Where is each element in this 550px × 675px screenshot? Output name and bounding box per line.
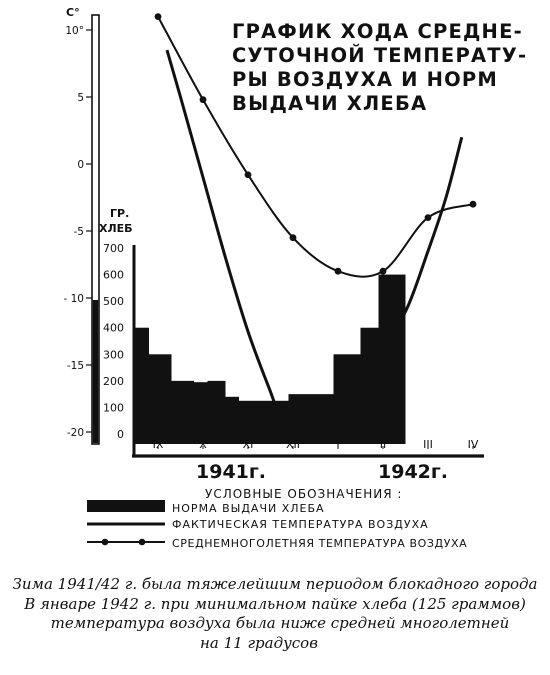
chart-title — [232, 20, 532, 116]
temperature-tick-label: 10° — [65, 25, 84, 37]
legend-swatch-bread — [87, 500, 165, 512]
month-label: IV — [467, 438, 479, 451]
legend — [87, 487, 467, 550]
bread-tick-label: 200 — [103, 374, 124, 388]
temperature-tick-label: -15 — [66, 360, 84, 372]
bread-ration-bar — [194, 382, 208, 444]
chart-title-line: ГРАФИК ХОДА СРЕДНЕ- — [232, 20, 523, 43]
temperature-tick-label: -20 — [66, 427, 84, 439]
year-label-1942: 1942г. — [378, 461, 449, 483]
bread-ration-bar — [361, 328, 379, 444]
normal-temperature-point — [425, 214, 432, 221]
month-label: IX — [152, 438, 164, 451]
bread-ration-bar — [172, 381, 195, 444]
bread-ration-bar — [136, 328, 150, 444]
temperature-tick-label: -5 — [73, 226, 84, 238]
normal-temperature-point — [335, 268, 342, 275]
normal-temperature-point — [155, 13, 162, 20]
caption-line: температура воздуха была ниже средней многолетней — [50, 614, 510, 632]
bread-tick-label: 500 — [103, 295, 124, 309]
bread-tick-label: 700 — [103, 242, 124, 256]
month-label: II — [379, 438, 387, 451]
temperature-tick-label: - 10 — [63, 293, 84, 305]
temperature-axis-unit: С° — [66, 6, 80, 19]
caption-line: В январе 1942 г. при минимальном пайке хлеба (125 граммов) — [24, 594, 526, 613]
temperature-axis — [64, 6, 100, 444]
normal-temperature-point — [200, 96, 207, 103]
month-label: I — [336, 438, 340, 451]
bread-ration-bar — [226, 397, 240, 444]
caption-line: на 11 градусов — [200, 633, 318, 652]
bread-ration-bar — [379, 275, 406, 444]
month-label: III — [423, 438, 433, 451]
bread-tick-label: 100 — [103, 401, 124, 415]
normal-temperature-point — [380, 268, 387, 275]
year-label-1941: 1941г. — [196, 461, 267, 483]
chart-title-line: СУТОЧНОЙ ТЕМПЕРАТУ- — [232, 44, 528, 67]
chart-title-line: РЫ ВОЗДУХА И НОРМ — [232, 68, 498, 91]
bread-ration-bar — [334, 354, 361, 444]
normal-temperature-point — [470, 201, 477, 208]
legend-marker-normal-2 — [139, 539, 146, 546]
bread-ration-bar — [208, 381, 226, 444]
bread-axis — [99, 207, 134, 456]
month-label: XII — [285, 438, 301, 451]
normal-temperature-point — [245, 171, 252, 178]
bread-tick-label: 400 — [103, 321, 124, 335]
legend-label-bread: НОРМА ВЫДАЧИ ХЛЕБА — [172, 502, 325, 515]
bread-tick-label: 600 — [103, 268, 124, 282]
caption-line: Зима 1941/42 г. была тяжелейшим периодом блокадного города — [12, 575, 538, 593]
thermometer-fill — [93, 300, 98, 443]
legend-label-actual: ФАКТИЧЕСКАЯ ТЕМПЕРАТУРА ВОЗДУХА — [172, 518, 429, 531]
month-label: X — [199, 438, 207, 451]
bread-ration-bars — [136, 275, 406, 444]
normal-temperature-point — [290, 234, 297, 241]
bread-ration-bar — [149, 354, 172, 444]
figure-caption — [0, 575, 550, 653]
bread-tick-label: 300 — [103, 348, 124, 362]
temperature-tick-label: 5 — [77, 92, 84, 104]
bread-tick-label: 0 — [117, 428, 124, 441]
legend-marker-normal-1 — [102, 539, 109, 546]
bread-axis-label-line1: ГР. — [110, 207, 130, 220]
legend-title: УСЛОВНЫЕ ОБОЗНАЧЕНИЯ : — [205, 487, 403, 501]
chart-title-line: ВЫДАЧИ ХЛЕБА — [232, 92, 428, 115]
legend-label-normal: СРЕДНЕМНОГОЛЕТНЯЯ ТЕМПЕРАТУРА ВОЗДУХА — [172, 537, 468, 550]
temperature-tick-label: 0 — [77, 159, 84, 171]
bread-axis-label-line2: ХЛЕБ — [99, 222, 133, 235]
month-label: XI — [242, 438, 254, 451]
